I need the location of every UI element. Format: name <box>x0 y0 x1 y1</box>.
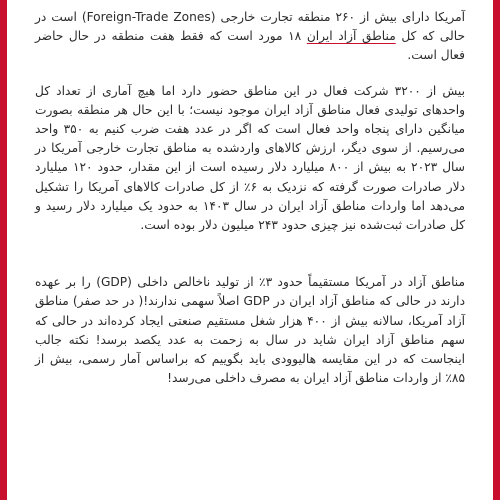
paragraph-us-free-trade-zones <box>35 8 465 66</box>
paragraph-companies-and-trade: بیش از ۳۲۰۰ شرکت فعال در این مناطق حضور دارد اما هیچ آماری از تعداد کل واحدهای تولیدی فعال مناطق آزاد ایران موجود نیست؛ با این حال هر منطقه بصورت میانگین دارای پنجاه واحد فعال است که اگر در عدد هفت ضرب کنیم به ۳۵۰ واحد می‌رسیم. از سوی دیگر، ارزش کالاهای واردشده به مناطق تجارت خارجی آمریکا در سال ۲۰۲۳ به بیش از ۸۰۰ میلیارد دلار رسیده است از این مقدار، حدود ۱۲۰ میلیارد دلار صادرات صورت گرفته که نزدیک به ۶٪ از کل صادرات کالاهای آمریکا را تشکیل می‌دهد اما واردات مناطق آزاد ایران در سال ۱۴۰۳ به حدود یک میلیارد دلار رسید و کل صادرات ثبت‌شده نیز چیزی حدود ۲۴۳ میلیون دلار بوده است. <box>35 83 465 233</box>
paragraph-gdp-and-jobs: مناطق آزاد در آمریکا مستقیماً حدود ۳٪ از تولید ناخالص داخلی (GDP) را بر عهده دارند در حالی که مناطق آزاد ایران در GDP اصلاً سهمی ندارند!( در حد صفر) مناطق آزاد آمریکا، سالانه بیش از ۴۰۰ هزار شغل مستقیم صنعتی ایجاد کرده‌اند در حالی که سهم مناطق آزاد ایران شاید در سال به زحمت به عدد یکصد برسد! نکته جالب اینجاست که در این مقایسه هالیوودی باید بگوییم که براساس آمار رسمی، بیش از ۸۵٪ از واردات مناطق آزاد ایران به مصرف داخلی می‌رسد! <box>35 275 466 386</box>
paragraph-text-end: ۱۸ مورد است که فقط هفت منطقه در حال حاضر فعال است. <box>35 29 465 63</box>
iran-free-zones-link[interactable]: مناطق آزاد ایران <box>306 29 396 44</box>
article-body <box>35 0 465 388</box>
paragraph-text-start: آمریکا دارای بیش از ۲۶۰ منطقه تجارت خارجی (Foreign-Trade Zones) است در حالی که کل <box>35 10 465 44</box>
